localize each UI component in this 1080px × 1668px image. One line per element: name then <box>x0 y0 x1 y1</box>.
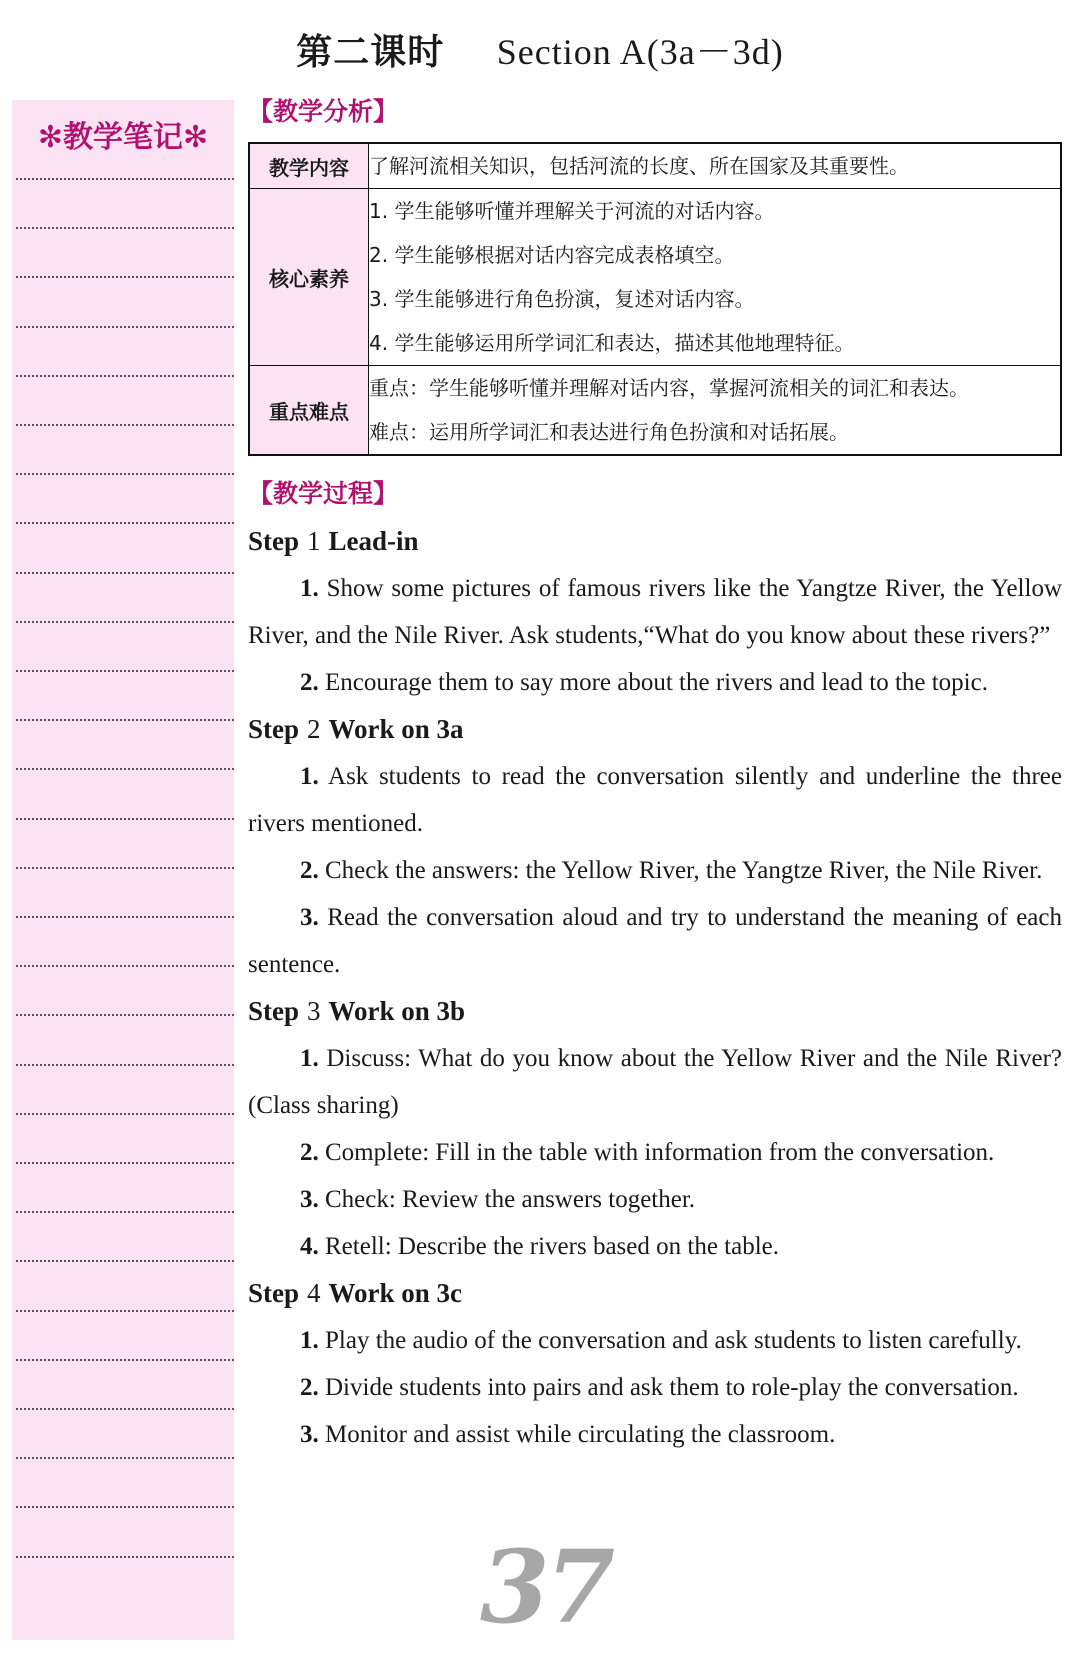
item-text: Check: Review the answers together. <box>325 1186 696 1213</box>
step-item <box>248 753 1062 847</box>
note-writing-line <box>16 818 234 820</box>
item-text: Retell: Describe the rivers based on the table. <box>325 1233 780 1260</box>
item-number: 2. <box>300 1139 319 1166</box>
note-writing-line <box>16 473 234 475</box>
step-number: 3 <box>307 996 321 1026</box>
item-text: Ask students to read the conversation silently and underline the three rivers mentioned. <box>248 763 1062 837</box>
item-number: 2. <box>300 1374 319 1401</box>
item-number: 1. <box>300 763 319 790</box>
step-word: Step <box>248 526 300 556</box>
item-text: Encourage them to say more about the rivers and lead to the topic. <box>325 669 988 696</box>
step-item <box>248 1317 1062 1364</box>
table-row <box>249 366 1061 456</box>
analysis-heading: 【教学分析】 <box>248 97 399 126</box>
row-label: 重点难点 <box>249 366 369 456</box>
main-content <box>248 92 1062 1458</box>
item-number: 3. <box>300 904 319 931</box>
step-item <box>248 1129 1062 1176</box>
note-writing-line <box>16 572 234 574</box>
note-writing-line <box>16 1359 234 1361</box>
step-name: Work on 3b <box>328 996 466 1026</box>
note-writing-line <box>16 768 234 770</box>
content-line: 难点：运用所学词汇和表达进行角色扮演和对话拓展。 <box>369 420 849 444</box>
teaching-process <box>248 474 1062 1458</box>
table-row <box>249 143 1061 189</box>
note-writing-line <box>16 1014 234 1016</box>
step-item <box>248 1364 1062 1411</box>
step-number: 4 <box>307 1278 321 1308</box>
item-text: Read the conversation aloud and try to understand the meaning of each sentence. <box>248 904 1062 978</box>
item-number: 3. <box>300 1186 319 1213</box>
item-text: Divide students into pairs and ask them to role-play the conversation. <box>325 1374 1019 1401</box>
lesson-label: 第二课时 <box>296 32 445 73</box>
step-heading <box>248 706 1062 753</box>
item-text: Complete: Fill in the table with information from the conversation. <box>325 1139 995 1166</box>
note-writing-line <box>16 621 234 623</box>
note-writing-line <box>16 1260 234 1262</box>
item-text: Play the audio of the conversation and ask students to listen carefully. <box>325 1327 1022 1354</box>
step-word: Step <box>248 1278 300 1308</box>
note-writing-line <box>16 916 234 918</box>
analysis-table <box>248 142 1062 456</box>
process-heading: 【教学过程】 <box>248 479 399 508</box>
step-number: 2 <box>307 714 321 744</box>
item-number: 1. <box>300 1045 319 1072</box>
teaching-notes-column <box>12 100 234 1640</box>
table-row <box>249 189 1061 366</box>
note-writing-line <box>16 1556 234 1558</box>
step-item <box>248 1035 1062 1129</box>
item-number: 2. <box>300 669 319 696</box>
row-label: 核心素养 <box>249 189 369 366</box>
note-writing-line <box>16 1506 234 1508</box>
note-writing-line <box>16 1457 234 1459</box>
item-number: 3. <box>300 1421 319 1448</box>
content-line: 重点：学生能够听懂并理解对话内容，掌握河流相关的词汇和表达。 <box>369 376 969 400</box>
note-writing-line <box>16 1113 234 1115</box>
note-writing-line <box>16 375 234 377</box>
item-text: Show some pictures of famous rivers like the Yangtze River, the Yellow River, and the Nile River. Ask students,“What do you know about these rivers?” <box>248 575 1062 649</box>
step-item <box>248 894 1062 988</box>
note-writing-line <box>16 1408 234 1410</box>
step-word: Step <box>248 714 300 744</box>
step-item <box>248 847 1062 894</box>
note-writing-line <box>16 1211 234 1213</box>
item-number: 1. <box>300 575 319 602</box>
page-title <box>0 24 1080 75</box>
note-writing-line <box>16 326 234 328</box>
content-line: 了解河流相关知识，包括河流的长度、所在国家及其重要性。 <box>369 154 909 178</box>
step-heading <box>248 988 1062 1035</box>
note-writing-line <box>16 670 234 672</box>
item-text: Monitor and assist while circulating the classroom. <box>325 1421 836 1448</box>
content-line: 1. 学生能够听懂并理解关于河流的对话内容。 <box>369 199 775 223</box>
row-content <box>369 143 1062 189</box>
row-label: 教学内容 <box>249 143 369 189</box>
step-item <box>248 565 1062 659</box>
step-item <box>248 1411 1062 1458</box>
row-content <box>369 366 1062 456</box>
item-number: 2. <box>300 857 319 884</box>
content-line: 4. 学生能够运用所学词汇和表达，描述其他地理特征。 <box>369 331 855 355</box>
note-writing-line <box>16 276 234 278</box>
item-text: Discuss: What do you know about the Yellow River and the Nile River? (Class sharing) <box>248 1045 1062 1119</box>
step-word: Step <box>248 996 300 1026</box>
note-writing-line <box>16 424 234 426</box>
item-text: Check the answers: the Yellow River, the Yangtze River, the Nile River. <box>325 857 1043 884</box>
note-writing-line <box>16 178 234 180</box>
step-item <box>248 659 1062 706</box>
content-line: 3. 学生能够进行角色扮演，复述对话内容。 <box>369 287 755 311</box>
note-writing-line <box>16 227 234 229</box>
note-writing-line <box>16 1310 234 1312</box>
note-writing-line <box>16 719 234 721</box>
step-number: 1 <box>307 526 321 556</box>
step-name: Lead-in <box>328 526 419 556</box>
item-number: 4. <box>300 1233 319 1260</box>
page-number: 37 <box>480 1528 612 1646</box>
step-name: Work on 3c <box>328 1278 463 1308</box>
step-heading <box>248 1270 1062 1317</box>
notes-title: ✻教学笔记✻ <box>37 120 209 155</box>
item-number: 1. <box>300 1327 319 1354</box>
content-line: 2. 学生能够根据对话内容完成表格填空。 <box>369 243 735 267</box>
note-writing-line <box>16 1162 234 1164</box>
note-writing-line <box>16 965 234 967</box>
note-writing-line <box>16 522 234 524</box>
note-writing-line <box>16 1064 234 1066</box>
step-item <box>248 1176 1062 1223</box>
step-name: Work on 3a <box>328 714 464 744</box>
step-item <box>248 1223 1062 1270</box>
row-content <box>369 189 1062 366</box>
note-writing-line <box>16 867 234 869</box>
section-label: Section A(3a－3d) <box>496 32 784 72</box>
step-heading <box>248 518 1062 565</box>
